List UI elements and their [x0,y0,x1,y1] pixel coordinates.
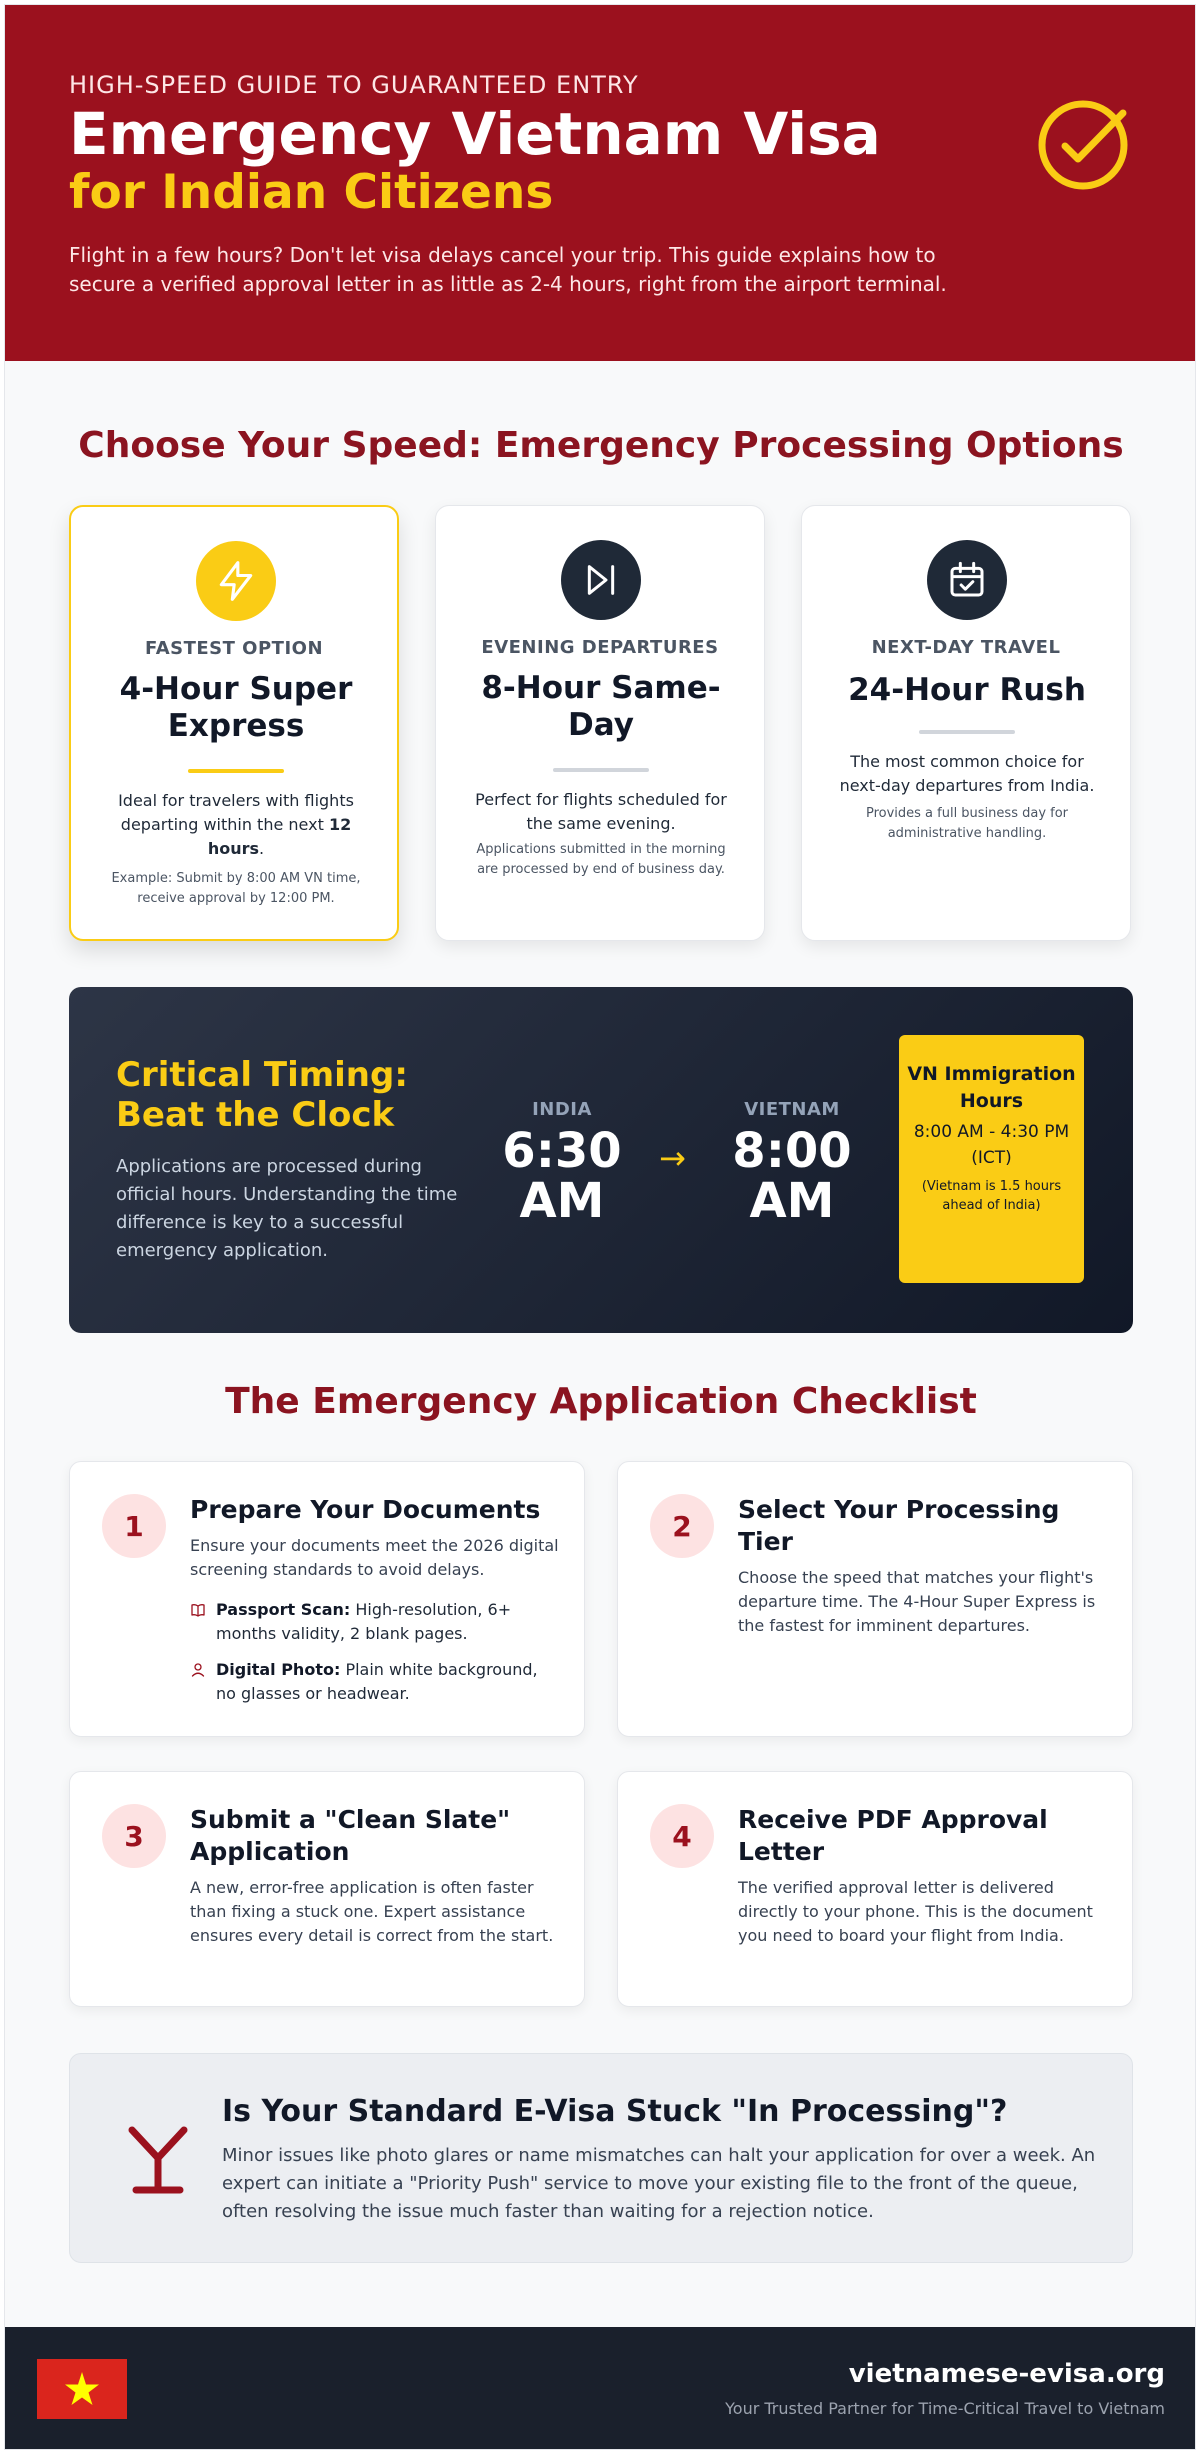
step-text: A new, error-free application is often faster than fixing a stuck one. Expert assistance ensures every detail is correct from the start. [190,1878,554,1945]
vietnam-flag-icon [37,2359,127,2419]
option-title: 8-Hour Same-Day [481,670,721,743]
stuck-text: Minor issues like photo glares or name mismatches can halt your application for over a week. An expert can initiate a "Priority Push" service to move your existing file to the front of the queue, often resolving the issue much faster than waiting for a rejection notice. [222,2145,1096,2222]
stuck-application-callout [69,2053,1133,2263]
step-title: Select Your Processing Tier [738,1495,1060,1556]
checklist-step-4 [617,1771,1133,2007]
option-text: The most common choice for next-day departures from India. [839,752,1095,795]
option-kicker: NEXT-DAY TRAVEL [871,637,1061,658]
step-number: 3 [102,1804,166,1868]
arrow-right-icon: → [659,1139,686,1177]
option-note: Applications submitted in the morning are processed by end of business day. [476,842,726,877]
checklist-step-1 [69,1461,585,1737]
immigration-hours: 8:00 AM - 4:30 PM (ICT) [913,1122,1070,1168]
vietnam-label: VIETNAM [744,1099,840,1120]
timing-description: Applications are processed during official hours. Understanding the time difference is key to a successful emergency application. [116,1156,458,1261]
option-title: 24-Hour Rush [848,672,1086,708]
checklist-step-2 [617,1461,1133,1737]
option-card-24-hour [801,505,1131,941]
option-kicker: FASTEST OPTION [144,638,324,659]
vietnam-time-block [712,1099,872,1229]
lightning-icon [196,541,276,621]
calendar-check-icon [927,540,1007,620]
option-text: Perfect for flights scheduled for the same evening. [475,790,727,833]
step-title: Submit a "Clean Slate" Application [190,1805,511,1866]
option-note: Provides a full business day for administrative handling. [865,806,1069,841]
step-number: 1 [102,1494,166,1558]
speed-section-title: Choose Your Speed: Emergency Processing Options [78,425,1124,466]
option-card-4-hour [69,505,399,941]
india-time-block [482,1099,642,1229]
step-text: Ensure your documents meet the 2026 digital screening standards to avoid delays. [190,1536,559,1579]
india-time: 6:30 AM [502,1123,622,1229]
user-icon [190,1662,206,1678]
step-title: Receive PDF Approval Letter [738,1805,1048,1866]
checklist-step-3 [69,1771,585,2007]
page-title: Emergency Vietnam Visa [69,100,881,168]
vietnam-time: 8:00 AM [732,1123,852,1229]
hero-banner [5,5,1196,361]
document-bullet-passport: Passport Scan: High-resolution, 6+ months validity, 2 blank pages. [190,1598,560,1646]
step-number: 4 [650,1804,714,1868]
step-number: 2 [650,1494,714,1558]
footer-tagline: Your Trusted Partner for Time-Critical Travel to Vietnam [725,2399,1165,2418]
step-text: The verified approval letter is delivered directly to your phone. This is the document you need to board your flight from India. [738,1878,1093,1945]
book-icon [190,1602,206,1618]
divider [919,730,1015,734]
hero-eyebrow: HIGH-SPEED GUIDE TO GUARANTEED ENTRY [69,71,639,99]
immigration-note: (Vietnam is 1.5 hours ahead of India) [921,1179,1062,1213]
stuck-title: Is Your Standard E-Visa Stuck "In Processing"? [222,2094,1008,2129]
timing-panel [69,987,1133,1333]
wishbone-icon [118,2120,198,2200]
option-note: Example: Submit by 8:00 AM VN time, receive approval by 12:00 PM. [111,871,361,906]
option-card-8-hour [435,505,765,941]
page-subtitle: for Indian Citizens [69,165,554,220]
footer [5,2327,1196,2450]
immigration-title: VN Immigration Hours [907,1063,1076,1112]
option-title: 4-Hour Super Express [119,671,353,744]
check-circle-icon [1035,97,1131,193]
option-text: Ideal for travelers with flights departing within the next 12 hours. [118,791,354,858]
step-title: Prepare Your Documents [190,1495,541,1524]
option-kicker: EVENING DEPARTURES [481,637,719,658]
document-bullet-photo: Digital Photo: Plain white background, no glasses or headwear. [190,1658,560,1706]
immigration-hours-box [899,1035,1084,1283]
timing-title: Critical Timing: Beat the Clock [116,1055,408,1135]
divider [553,768,649,772]
step-text: Choose the speed that matches your flight's departure time. The 4-Hour Super Express is the fastest for imminent departures. [738,1568,1096,1635]
divider [188,769,284,773]
hero-description: Flight in a few hours? Don't let visa delays cancel your trip. This guide explains how to secure a verified approval letter in as little as 2-4 hours, right from the airport terminal. [69,243,947,296]
page [4,4,1196,2450]
india-label: INDIA [532,1099,592,1120]
skip-forward-icon [561,540,641,620]
checklist-title: The Emergency Application Checklist [225,1381,977,1422]
site-name-link[interactable]: vietnamese-evisa.org [848,2359,1165,2389]
